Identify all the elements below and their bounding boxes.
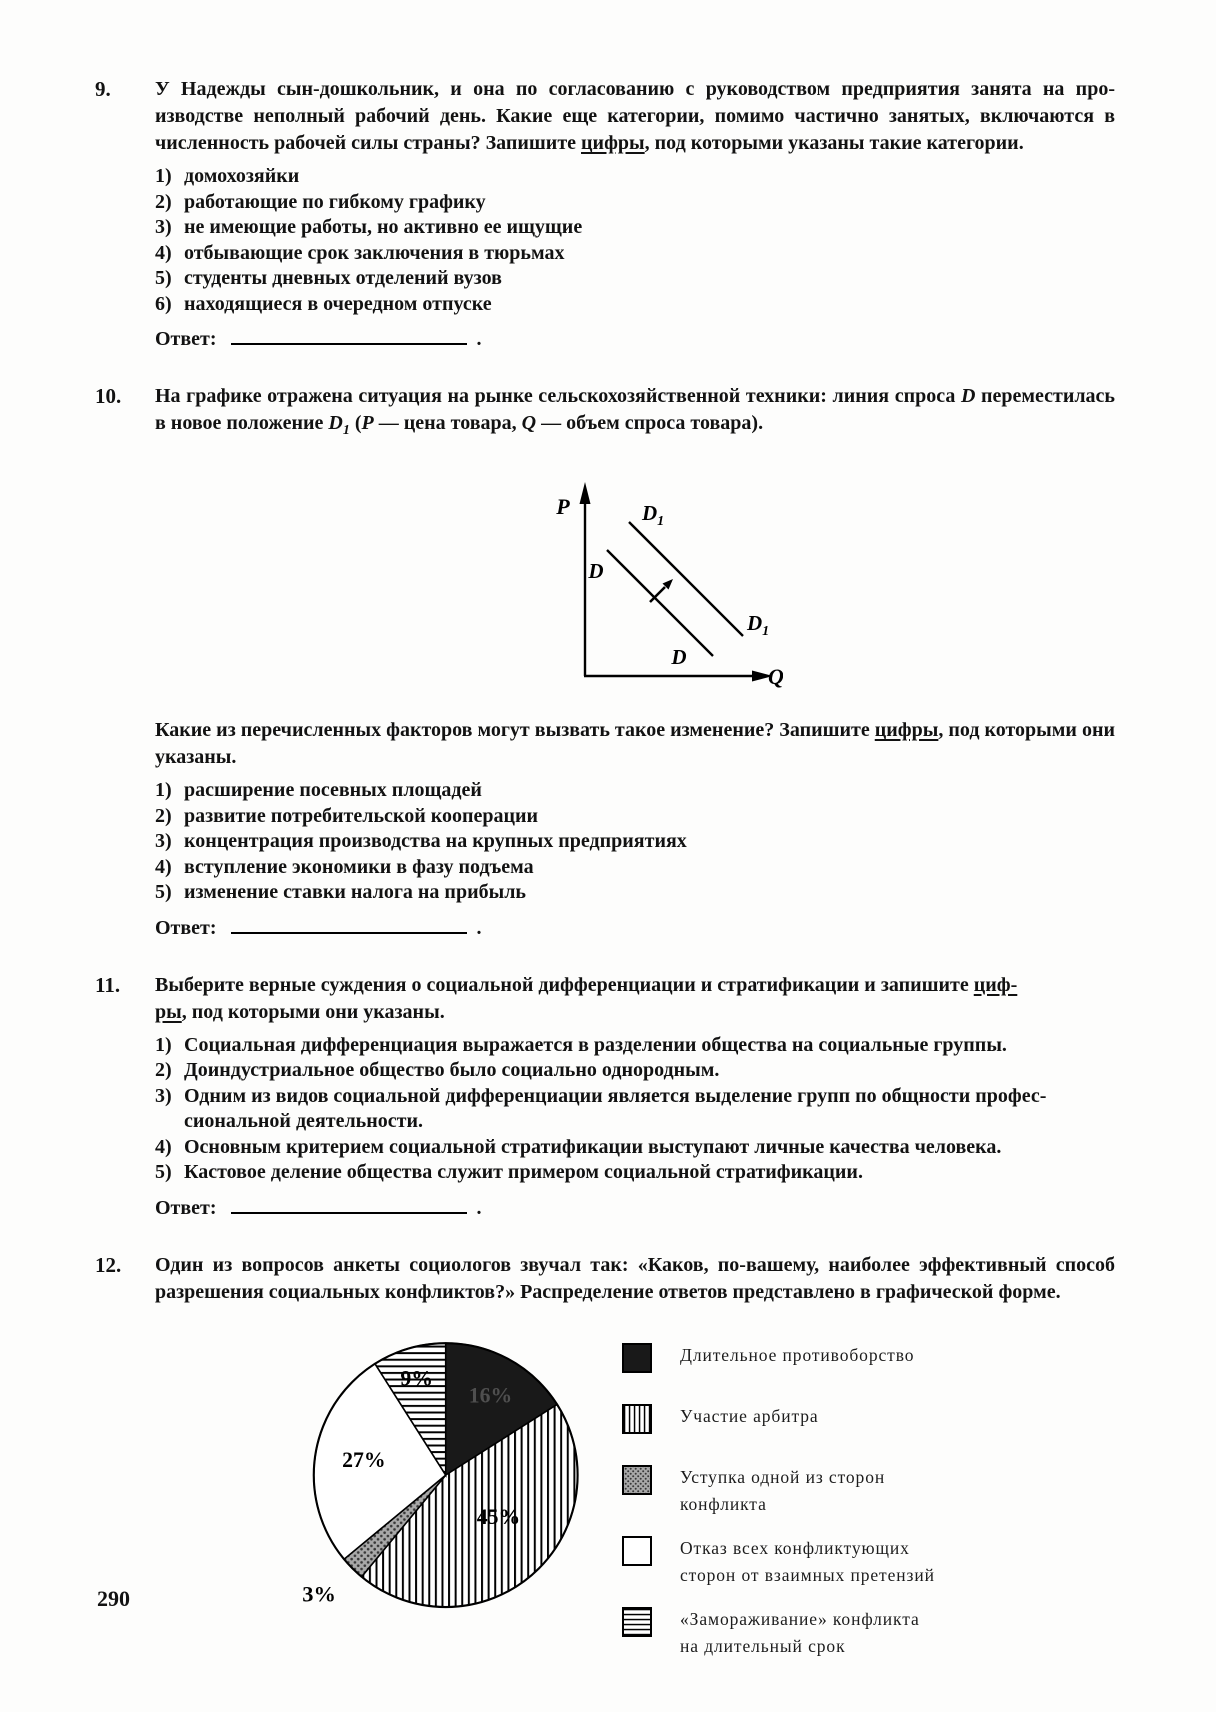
q10-option-1 [155,778,1115,804]
question-12 [95,1252,1115,1660]
q9-text-part2: , под которыми указаны такие категории. [644,132,1024,154]
d1-upper-sub: 1 [657,514,665,529]
legend-swatch-graydots-icon [622,1465,652,1495]
option-number: 1) [155,779,172,801]
graph-label-Q: Q [768,664,783,689]
legend-label-line1: «Замораживание» конфликта [680,1608,920,1629]
option-text: Одним из видов социальной дифференциации является выделение групп по общности профессиональной деятельности. [184,1084,1047,1132]
question-10 [95,383,1115,942]
legend-item-2 [622,1403,935,1434]
option-text: вступление экономики в фазу подъема [184,855,534,878]
option-number: 2) [155,1059,172,1081]
q9-answer-line [155,326,1115,353]
option-text: студенты дневных отделений вузов [184,267,502,289]
q11-option-5 [155,1160,1115,1186]
q10-text-part5: — объем спроса товара). [536,412,764,434]
q11-options [155,1033,1115,1186]
d1-lower-sub: 1 [762,624,770,639]
demand-line-D [607,550,713,656]
question-11 [95,972,1115,1222]
q10-option-5 [155,880,1115,906]
option-number: 4) [155,855,172,878]
q10-text-part4: — цена товара, [373,412,522,434]
option-number: 2) [155,804,172,827]
pie-label-27: 27% [342,1447,386,1472]
answer-blank [231,329,467,345]
q11-option-4 [155,1135,1115,1161]
legend-item-5 [622,1606,935,1660]
option-text: расширение посевных площадей [184,779,482,801]
option-text: не имеющие работы, но активно ее ищущие [184,216,583,238]
page-content [95,76,1115,1690]
option-number: 1) [155,1033,172,1056]
q11-text-part2: , под которыми они указаны. [181,1000,445,1023]
p-axis-arrowhead-icon [580,482,591,504]
option-number: 1) [155,165,172,187]
answer-blank [231,918,467,934]
legend-swatch-vstripes-icon [622,1404,652,1434]
q10-text-part2: переместилась в новое положение [155,385,1116,434]
q11-option-2 [155,1058,1115,1084]
legend-swatch-black-icon [622,1343,652,1373]
pie-label-45: 45% [476,1504,521,1529]
q11-answer-line [155,1195,1115,1222]
pie-label-16: 16% [468,1383,513,1408]
q9-option-2 [155,190,1115,216]
q10-answer-line [155,915,1115,942]
answer-period: . [476,328,482,350]
question-12-number: 12. [95,1252,122,1277]
q10-option-3 [155,829,1115,855]
question-9-text [155,76,1115,157]
q10-options [155,778,1115,906]
q9-option-5 [155,266,1115,292]
option-text: развитие потребительской кооперации [184,804,539,827]
question-10-body [155,383,1115,942]
pie-label-3: 3% [302,1581,336,1607]
legend-label-line2: на длительный срок [680,1635,846,1656]
q10-var-D1-main: D [328,412,343,434]
option-text: отбывающие срок заключения в тюрьмах [184,241,565,264]
option-number: 3) [155,216,172,238]
option-text: изменение ставки налога на прибыль [184,881,527,903]
graph-label-P: P [556,494,570,519]
question-10-text2 [155,717,1115,771]
option-number: 5) [155,1161,172,1183]
legend-label-line2: конфликта [680,1493,767,1514]
q9-option-4 [155,241,1115,267]
legend-label [680,1464,885,1518]
legend-item-1 [622,1342,935,1373]
q9-underlined-word: цифры [581,132,645,154]
option-number: 5) [155,881,172,903]
answer-period: . [476,1196,482,1219]
question-11-body [155,972,1115,1222]
legend-item-4 [622,1535,935,1589]
q11-underlined-part2: ры [155,1000,182,1023]
q11-text-part1: Выберите верные суждения о социальной дифференциации и стратификации и запишите [155,973,974,996]
option-text: Социальная дифференциация выражается в разделении общества на социальные группы. [184,1033,1007,1056]
q9-options [155,164,1115,317]
option-text: Основным критерием социальной стратификации выступают личные качества человека. [184,1135,1002,1158]
option-text: Доиндустриальное общество было социально однородным. [184,1059,720,1081]
question-11-number: 11. [95,972,121,997]
q10-text-part1: На графике отражена ситуация на рынке сельскохозяйственной техники: линия спроса [155,385,961,407]
pie-chart-svg [261,1330,604,1640]
demand-graph-svg [523,458,783,703]
question-10-text [155,383,1115,444]
q9-option-6 [155,292,1115,318]
q11-underlined-part1: циф- [973,973,1018,996]
q9-option-1 [155,164,1115,190]
option-text: находящиеся в очередном отпуске [184,292,492,315]
q10-option-4 [155,855,1115,881]
graph-label-D-lower: D [671,645,687,669]
legend-label-line2: сторон от взаимных претензий [680,1564,935,1585]
question-11-text [155,972,1115,1026]
pie-label-9: 9% [400,1365,433,1390]
question-9-number: 9. [95,77,111,101]
option-text: работающие по гибкому графику [184,190,486,213]
legend-label [680,1606,920,1660]
legend-swatch-hstripes-icon [622,1607,652,1637]
q10-var-Q: Q [521,412,537,434]
option-number: 3) [155,1084,172,1107]
question-9 [95,76,1115,353]
option-number: 3) [155,830,172,852]
legend-label [680,1535,935,1589]
legend-swatch-white-icon [622,1536,652,1566]
legend-label: Участие арбитра [680,1405,819,1426]
legend-label-line1: Отказ всех конфликтующих [680,1537,910,1558]
question-9-body [155,76,1115,353]
q10-var-D1 [328,412,350,438]
graph-label-D-upper: D [588,559,604,583]
q10-question-part2: , под которыми они указаны. [155,719,1115,768]
d1-upper-main: D [642,501,658,525]
option-text: концентрация производства на крупных предприятиях [184,830,687,852]
answer-period: . [476,916,482,939]
pie-legend [622,1342,935,1660]
option-text: Кастовое деление общества служит примером социальной стратификации. [184,1161,863,1183]
question-10-number: 10. [95,384,122,408]
demand-line-D1 [629,522,743,636]
q11-option-1 [155,1033,1115,1059]
q10-underlined-word: цифры [874,719,939,741]
q11-option-3 [155,1084,1115,1135]
pie-chart [261,1330,604,1648]
graph-label-D1-upper [641,501,664,529]
page-number: 290 [97,1586,130,1611]
graph-label-D1-lower [746,611,769,639]
q9-option-3 [155,215,1115,241]
q10-text-part3: ( [349,412,362,434]
option-number: 5) [155,267,172,289]
legend-item-3 [622,1464,935,1518]
q10-var-D1-sub: 1 [342,423,350,438]
answer-label: Ответ: [155,328,217,350]
demand-shift-graph [523,458,1115,711]
q10-var-D: D [960,385,976,407]
option-number: 4) [155,1135,172,1158]
option-number: 6) [155,292,172,315]
option-text: домохозяйки [184,165,300,187]
legend-label: Длительное противоборство [680,1344,915,1365]
answer-label: Ответ: [155,1196,217,1219]
q10-option-2 [155,804,1115,830]
option-number: 2) [155,190,172,213]
answer-label: Ответ: [155,916,217,939]
answer-blank [231,1198,467,1214]
survey-pie-figure [155,1330,1115,1660]
question-12-text: Один из вопросов анкеты социологов звучал так: «Каков, по-вашему, наиболее эффективный способ разрешения социальных конфликтов?» Распределение ответов представлено в графической форме. [155,1253,1115,1303]
option-number: 4) [155,241,172,264]
question-12-body [155,1252,1115,1660]
q10-var-P: P [361,412,374,434]
q10-question-part1: Какие из перечисленных факторов могут вызвать такое изменение? Запишите [155,719,875,741]
q9-text-part1: У Надежды сын-дошкольник, и она по согласованию с руководством предприятия занята на производстве неполный рабочий день. Какие еще категории, помимо частично занятых, включаются в численность рабочей силы страны? Запишите [155,78,1115,154]
d1-lower-main: D [747,611,763,635]
legend-label-line1: Уступка одной из сторон [680,1466,886,1487]
